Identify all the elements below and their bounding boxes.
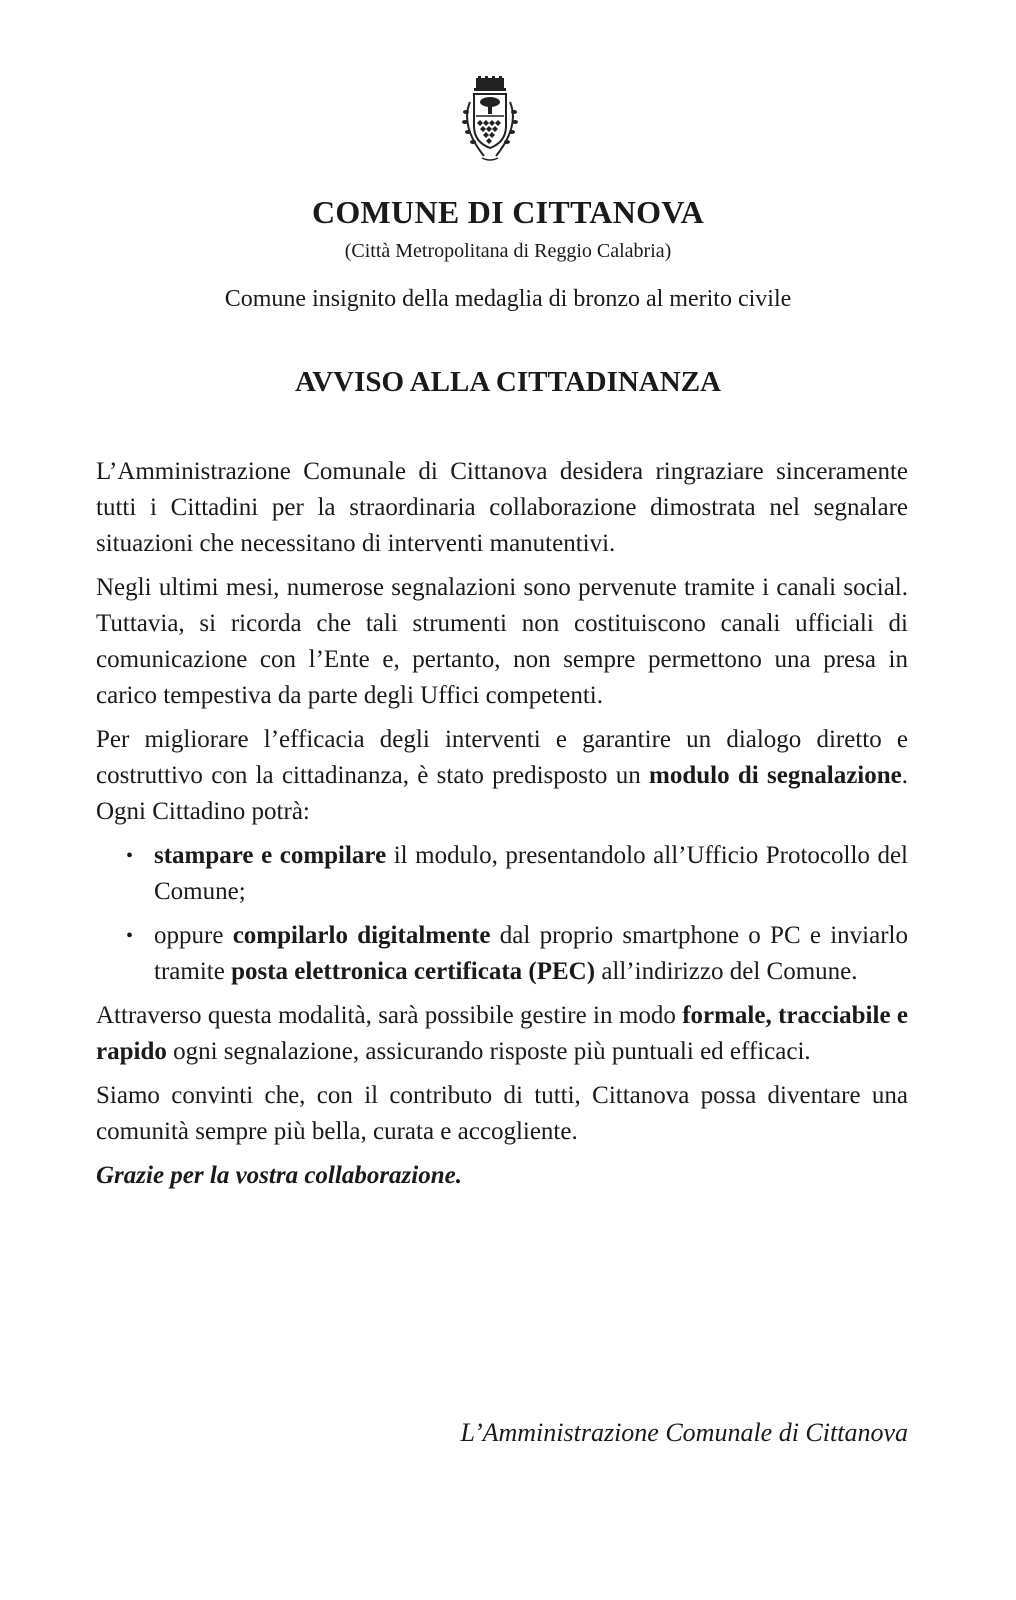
paragraph-thanks: L’Amministrazione Comunale di Cittanova desidera ringraziare sinceramente tutti i Cittadini per la straordinaria collaborazione dimostrata nel segnalare situazioni che necessitano di interventi manutentivi. xyxy=(96,458,908,557)
form-name-bold: modulo di segnalazione xyxy=(649,762,902,789)
municipality-name: COMUNE DI CITTANOVA xyxy=(311,194,705,230)
municipality-merit: Comune insignito della medaglia di bronzo al merito civile xyxy=(224,286,792,312)
paragraph-form-intro-tail: . Ogni Cittadino potrà: xyxy=(96,762,908,825)
notice-title: AVVISO ALLA CITTADINANZA xyxy=(295,366,721,398)
paragraph-benefits-text: Attraverso questa modalità, sarà possibile gestire in modo xyxy=(96,1002,683,1029)
paragraph-form-intro-text: Per migliorare l’efficacia degli interventi e garantire un dialogo diretto e costruttivo con la cittadinanza, è stato predisposto un xyxy=(96,726,908,789)
coat-of-arms-icon xyxy=(454,76,526,164)
paragraph-benefits xyxy=(96,998,908,1070)
municipality-province: (Città Metropolitana di Reggio Calabria) xyxy=(344,240,672,262)
list-item-digital-text: dal proprio smartphone o PC e inviarlo tramite xyxy=(154,922,908,985)
list-item-digital xyxy=(96,918,908,990)
paragraph-social-channels: Negli ultimi mesi, numerose segnalazioni sono pervenute tramite i canali social. Tuttavia, si ricorda che tali strumenti non costituiscono canali ufficiali di comunicazione con l’Ente e, pertanto, non sempre permettono una presa in carico tempestiva da parte degli Uffici competenti. xyxy=(96,574,908,709)
list-item-digital-tail: all’indirizzo del Comune. xyxy=(595,958,858,985)
list-item-print-bold: stampare e compilare xyxy=(154,842,387,869)
list-item-digital-lead: oppure xyxy=(154,922,233,949)
signature: L’Amministrazione Comunale di Cittanova xyxy=(460,1418,908,1447)
benefits-bold: formale, tracciabile e rapido xyxy=(96,1002,908,1065)
bullet-icon: • xyxy=(126,845,134,867)
list-item-digital-bold: compilarlo digitalmente xyxy=(232,922,491,949)
list-item-print-text: il modulo, presentandolo all’Ufficio Protocollo del Comune; xyxy=(154,842,909,905)
paragraph-community: Siamo convinti che, con il contributo di tutti, Cittanova possa diventare una comunità sempre più bella, curata e accogliente. xyxy=(96,1082,908,1145)
list-item-print xyxy=(96,838,908,910)
paragraph-benefits-tail: ogni segnalazione, assicurando risposte più puntuali ed efficaci. xyxy=(166,1038,811,1065)
list-item-pec-bold: posta elettronica certificata (PEC) xyxy=(231,958,596,985)
options-list xyxy=(96,838,908,990)
notice-body xyxy=(96,454,908,1202)
closing-thanks: Grazie per la vostra collaborazione. xyxy=(96,1162,462,1189)
bullet-icon: • xyxy=(126,925,134,947)
paragraph-form-intro xyxy=(96,722,908,830)
